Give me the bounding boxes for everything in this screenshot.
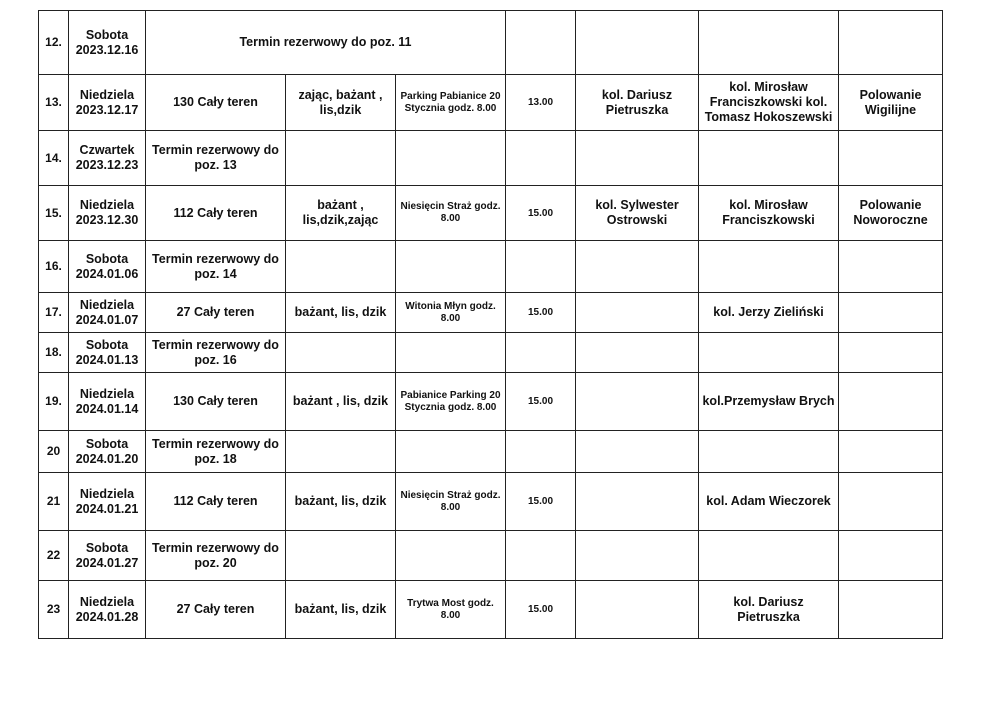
row-date-value: 2023.12.16	[75, 42, 139, 57]
row-date-value: 2024.01.28	[75, 609, 139, 624]
row-meeting-place: Niesięcin Straż godz. 8.00	[396, 473, 506, 531]
row-end-time: 15.00	[506, 186, 576, 241]
row-day-name: Sobota	[85, 436, 129, 451]
row-leader	[576, 431, 699, 473]
row-deputy: kol. Dariusz Pietruszka	[699, 581, 839, 639]
row-game: bażant , lis, dzik	[286, 373, 396, 431]
row-game	[286, 131, 396, 186]
row-leader: kol. Sylwester Ostrowski	[576, 186, 699, 241]
empty-cell	[699, 11, 839, 75]
row-number: 19.	[39, 373, 69, 431]
row-area: 27 Cały teren	[146, 581, 286, 639]
row-date-value: 2024.01.13	[75, 352, 139, 367]
row-note: Polowanie Noworoczne	[839, 186, 943, 241]
row-game	[286, 333, 396, 373]
row-area: Termin rezerwowy do poz. 16	[146, 333, 286, 373]
row-date-value: 2023.12.17	[75, 102, 139, 117]
row-meeting-place	[396, 333, 506, 373]
row-end-time: 15.00	[506, 581, 576, 639]
row-area: Termin rezerwowy do poz. 18	[146, 431, 286, 473]
row-date-value: 2024.01.07	[75, 312, 139, 327]
row-deputy: kol.Przemysław Brych	[699, 373, 839, 431]
row-date-value: 2024.01.21	[75, 501, 139, 516]
schedule-table	[38, 10, 943, 639]
row-number: 17.	[39, 293, 69, 333]
row-number: 12.	[39, 11, 69, 75]
table-row	[39, 186, 943, 241]
row-meeting-place	[396, 131, 506, 186]
row-day-name: Niedziela	[79, 386, 135, 401]
row-end-time: 15.00	[506, 473, 576, 531]
row-meeting-place	[396, 531, 506, 581]
row-leader	[576, 333, 699, 373]
row-date	[69, 333, 146, 373]
row-date-value: 2024.01.27	[75, 555, 139, 570]
row-meeting-place: Pabianice Parking 20 Stycznia godz. 8.00	[396, 373, 506, 431]
empty-cell	[576, 11, 699, 75]
row-date	[69, 131, 146, 186]
row-leader	[576, 531, 699, 581]
table-row	[39, 373, 943, 431]
row-date	[69, 373, 146, 431]
row-game: bażant, lis, dzik	[286, 293, 396, 333]
row-end-time	[506, 241, 576, 293]
row-number: 23	[39, 581, 69, 639]
table-row	[39, 293, 943, 333]
row-area: Termin rezerwowy do poz. 11	[146, 11, 506, 75]
row-leader	[576, 131, 699, 186]
row-date-value: 2024.01.20	[75, 451, 139, 466]
row-date-value: 2023.12.30	[75, 213, 139, 227]
row-number: 14.	[39, 131, 69, 186]
row-end-time: 15.00	[506, 293, 576, 333]
row-game	[286, 531, 396, 581]
row-deputy	[699, 531, 839, 581]
row-date	[69, 11, 146, 75]
row-date-value: 2024.01.14	[75, 401, 139, 416]
row-date	[69, 581, 146, 639]
row-deputy	[699, 431, 839, 473]
row-leader	[576, 473, 699, 531]
row-end-time	[506, 431, 576, 473]
row-date	[69, 186, 146, 241]
row-end-time	[506, 333, 576, 373]
table-row	[39, 531, 943, 581]
row-note	[839, 531, 943, 581]
row-date-value: 2024.01.06	[75, 266, 139, 281]
row-game: bażant, lis, dzik	[286, 473, 396, 531]
row-deputy: kol. Mirosław Franciszkowski	[699, 186, 839, 241]
row-area: Termin rezerwowy do poz. 13	[146, 131, 286, 186]
row-day-name: Niedziela	[79, 486, 135, 501]
row-area: Termin rezerwowy do poz. 20	[146, 531, 286, 581]
empty-cell	[839, 11, 943, 75]
row-date-value: 2023.12.23	[75, 158, 139, 172]
row-deputy: kol. Jerzy Zieliński	[699, 293, 839, 333]
row-deputy	[699, 333, 839, 373]
row-area: 112 Cały teren	[146, 186, 286, 241]
row-leader	[576, 293, 699, 333]
row-end-time	[506, 131, 576, 186]
row-end-time	[506, 531, 576, 581]
row-day-name: Niedziela	[79, 297, 135, 312]
row-number: 20	[39, 431, 69, 473]
row-meeting-place: Niesięcin Straż godz. 8.00	[396, 186, 506, 241]
row-end-time: 15.00	[506, 373, 576, 431]
row-deputy	[699, 131, 839, 186]
row-area: 130 Cały teren	[146, 373, 286, 431]
row-game	[286, 241, 396, 293]
row-area: 130 Cały teren	[146, 75, 286, 131]
row-deputy	[699, 241, 839, 293]
row-meeting-place: Parking Pabianice 20 Stycznia godz. 8.00	[396, 75, 506, 131]
row-note	[839, 293, 943, 333]
table-row	[39, 75, 943, 131]
row-note	[839, 473, 943, 531]
row-game	[286, 431, 396, 473]
table-row	[39, 241, 943, 293]
row-deputy: kol. Adam Wieczorek	[699, 473, 839, 531]
row-number: 13.	[39, 75, 69, 131]
row-number: 21	[39, 473, 69, 531]
row-game: bażant , lis,dzik,zając	[286, 186, 396, 241]
table-row	[39, 431, 943, 473]
row-leader	[576, 241, 699, 293]
row-day-name: Niedziela	[79, 87, 135, 102]
row-date	[69, 75, 146, 131]
row-day-name: Niedziela	[79, 198, 135, 212]
row-leader: kol. Dariusz Pietruszka	[576, 75, 699, 131]
row-meeting-place: Trytwa Most godz. 8.00	[396, 581, 506, 639]
row-note	[839, 241, 943, 293]
row-area: 112 Cały teren	[146, 473, 286, 531]
row-note	[839, 131, 943, 186]
row-note	[839, 373, 943, 431]
row-game: bażant, lis, dzik	[286, 581, 396, 639]
row-leader	[576, 581, 699, 639]
row-date	[69, 431, 146, 473]
row-date	[69, 293, 146, 333]
row-leader	[576, 373, 699, 431]
row-area: 27 Cały teren	[146, 293, 286, 333]
row-date	[69, 241, 146, 293]
row-note	[839, 431, 943, 473]
row-day-name: Czwartek	[79, 143, 135, 157]
row-meeting-place	[396, 241, 506, 293]
row-day-name: Sobota	[85, 540, 129, 555]
row-date	[69, 531, 146, 581]
row-meeting-place: Witonia Młyn godz. 8.00	[396, 293, 506, 333]
row-note	[839, 581, 943, 639]
row-date	[69, 473, 146, 531]
row-area: Termin rezerwowy do poz. 14	[146, 241, 286, 293]
table-row	[39, 333, 943, 373]
row-day-name: Sobota	[85, 27, 129, 42]
empty-cell	[506, 11, 576, 75]
table-row	[39, 581, 943, 639]
row-game: zając, bażant , lis,dzik	[286, 75, 396, 131]
row-meeting-place	[396, 431, 506, 473]
row-day-name: Niedziela	[79, 594, 135, 609]
row-number: 22	[39, 531, 69, 581]
row-number: 15.	[39, 186, 69, 241]
row-note: Polowanie Wigilijne	[839, 75, 943, 131]
row-day-name: Sobota	[85, 251, 129, 266]
table-row	[39, 11, 943, 75]
table-row	[39, 473, 943, 531]
row-note	[839, 333, 943, 373]
table-row	[39, 131, 943, 186]
row-number: 18.	[39, 333, 69, 373]
row-day-name: Sobota	[85, 337, 129, 352]
row-end-time: 13.00	[506, 75, 576, 131]
row-deputy: kol. Mirosław Franciszkowski kol. Tomasz Hokoszewski	[699, 75, 839, 131]
row-number: 16.	[39, 241, 69, 293]
